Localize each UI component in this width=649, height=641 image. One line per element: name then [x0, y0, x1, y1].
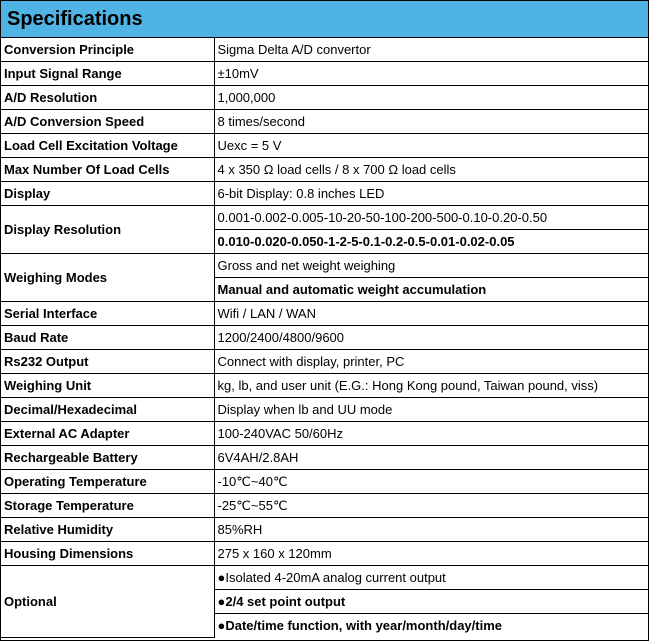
spec-value: 275 x 160 x 120mm [214, 542, 648, 566]
spec-value: Gross and net weight weighing [214, 254, 648, 278]
table-row [1, 158, 648, 182]
spec-label: Weighing Unit [1, 374, 214, 398]
table-row [1, 566, 648, 590]
spec-value: 1200/2400/4800/9600 [214, 326, 648, 350]
table-row [1, 518, 648, 542]
spec-label: Display Resolution [1, 206, 214, 254]
table-row [1, 446, 648, 470]
table-row [1, 110, 648, 134]
spec-label: Load Cell Excitation Voltage [1, 134, 214, 158]
spec-value: 100-240VAC 50/60Hz [214, 422, 648, 446]
table-row [1, 62, 648, 86]
spec-label: Conversion Principle [1, 38, 214, 62]
spec-value: ●Date/time function, with year/month/day/time [214, 614, 648, 638]
spec-value: -10℃~40℃ [214, 470, 648, 494]
table-row [1, 542, 648, 566]
spec-label: Input Signal Range [1, 62, 214, 86]
table-row [1, 182, 648, 206]
table-row [1, 494, 648, 518]
specifications-table-body [1, 38, 648, 637]
spec-value: 6V4AH/2.8AH [214, 446, 648, 470]
spec-value: 0.010-0.020-0.050-1-2-5-0.1-0.2-0.5-0.01-0.02-0.05 [214, 230, 648, 254]
spec-value: Display when lb and UU mode [214, 398, 648, 422]
spec-value: ●Isolated 4-20mA analog current output [214, 566, 648, 590]
spec-label: External AC Adapter [1, 422, 214, 446]
spec-value: Sigma Delta A/D convertor [214, 38, 648, 62]
spec-label: A/D Conversion Speed [1, 110, 214, 134]
spec-label: Rechargeable Battery [1, 446, 214, 470]
spec-label: Decimal/Hexadecimal [1, 398, 214, 422]
spec-value: Uexc = 5 V [214, 134, 648, 158]
spec-value: 0.001-0.002-0.005-10-20-50-100-200-500-0.10-0.20-0.50 [214, 206, 648, 230]
spec-label: A/D Resolution [1, 86, 214, 110]
specifications-header: Specifications [1, 1, 648, 38]
spec-value: 8 times/second [214, 110, 648, 134]
spec-value: ±10mV [214, 62, 648, 86]
table-row [1, 422, 648, 446]
spec-value: 6-bit Display: 0.8 inches LED [214, 182, 648, 206]
table-row [1, 374, 648, 398]
spec-value: -25℃~55℃ [214, 494, 648, 518]
spec-label: Max Number Of Load Cells [1, 158, 214, 182]
table-row [1, 86, 648, 110]
spec-label: Display [1, 182, 214, 206]
table-row [1, 350, 648, 374]
spec-label: Rs232 Output [1, 350, 214, 374]
spec-value: kg, lb, and user unit (E.G.: Hong Kong pound, Taiwan pound, viss) [214, 374, 648, 398]
spec-label: Operating Temperature [1, 470, 214, 494]
spec-label: Housing Dimensions [1, 542, 214, 566]
spec-value: Connect with display, printer, PC [214, 350, 648, 374]
spec-label: Baud Rate [1, 326, 214, 350]
spec-label: Storage Temperature [1, 494, 214, 518]
spec-value: 4 x 350 Ω load cells / 8 x 700 Ω load cells [214, 158, 648, 182]
spec-value: ●2/4 set point output [214, 590, 648, 614]
spec-label: Relative Humidity [1, 518, 214, 542]
table-row [1, 302, 648, 326]
spec-label: Optional [1, 566, 214, 638]
table-row [1, 38, 648, 62]
specifications-table [1, 38, 648, 638]
table-row [1, 206, 648, 230]
table-row [1, 470, 648, 494]
spec-value: Manual and automatic weight accumulation [214, 278, 648, 302]
spec-value: 85%RH [214, 518, 648, 542]
spec-value: Wifi / LAN / WAN [214, 302, 648, 326]
spec-label: Weighing Modes [1, 254, 214, 302]
table-row [1, 398, 648, 422]
spec-label: Serial Interface [1, 302, 214, 326]
table-row [1, 254, 648, 278]
table-row [1, 326, 648, 350]
spec-value: 1,000,000 [214, 86, 648, 110]
table-row [1, 134, 648, 158]
